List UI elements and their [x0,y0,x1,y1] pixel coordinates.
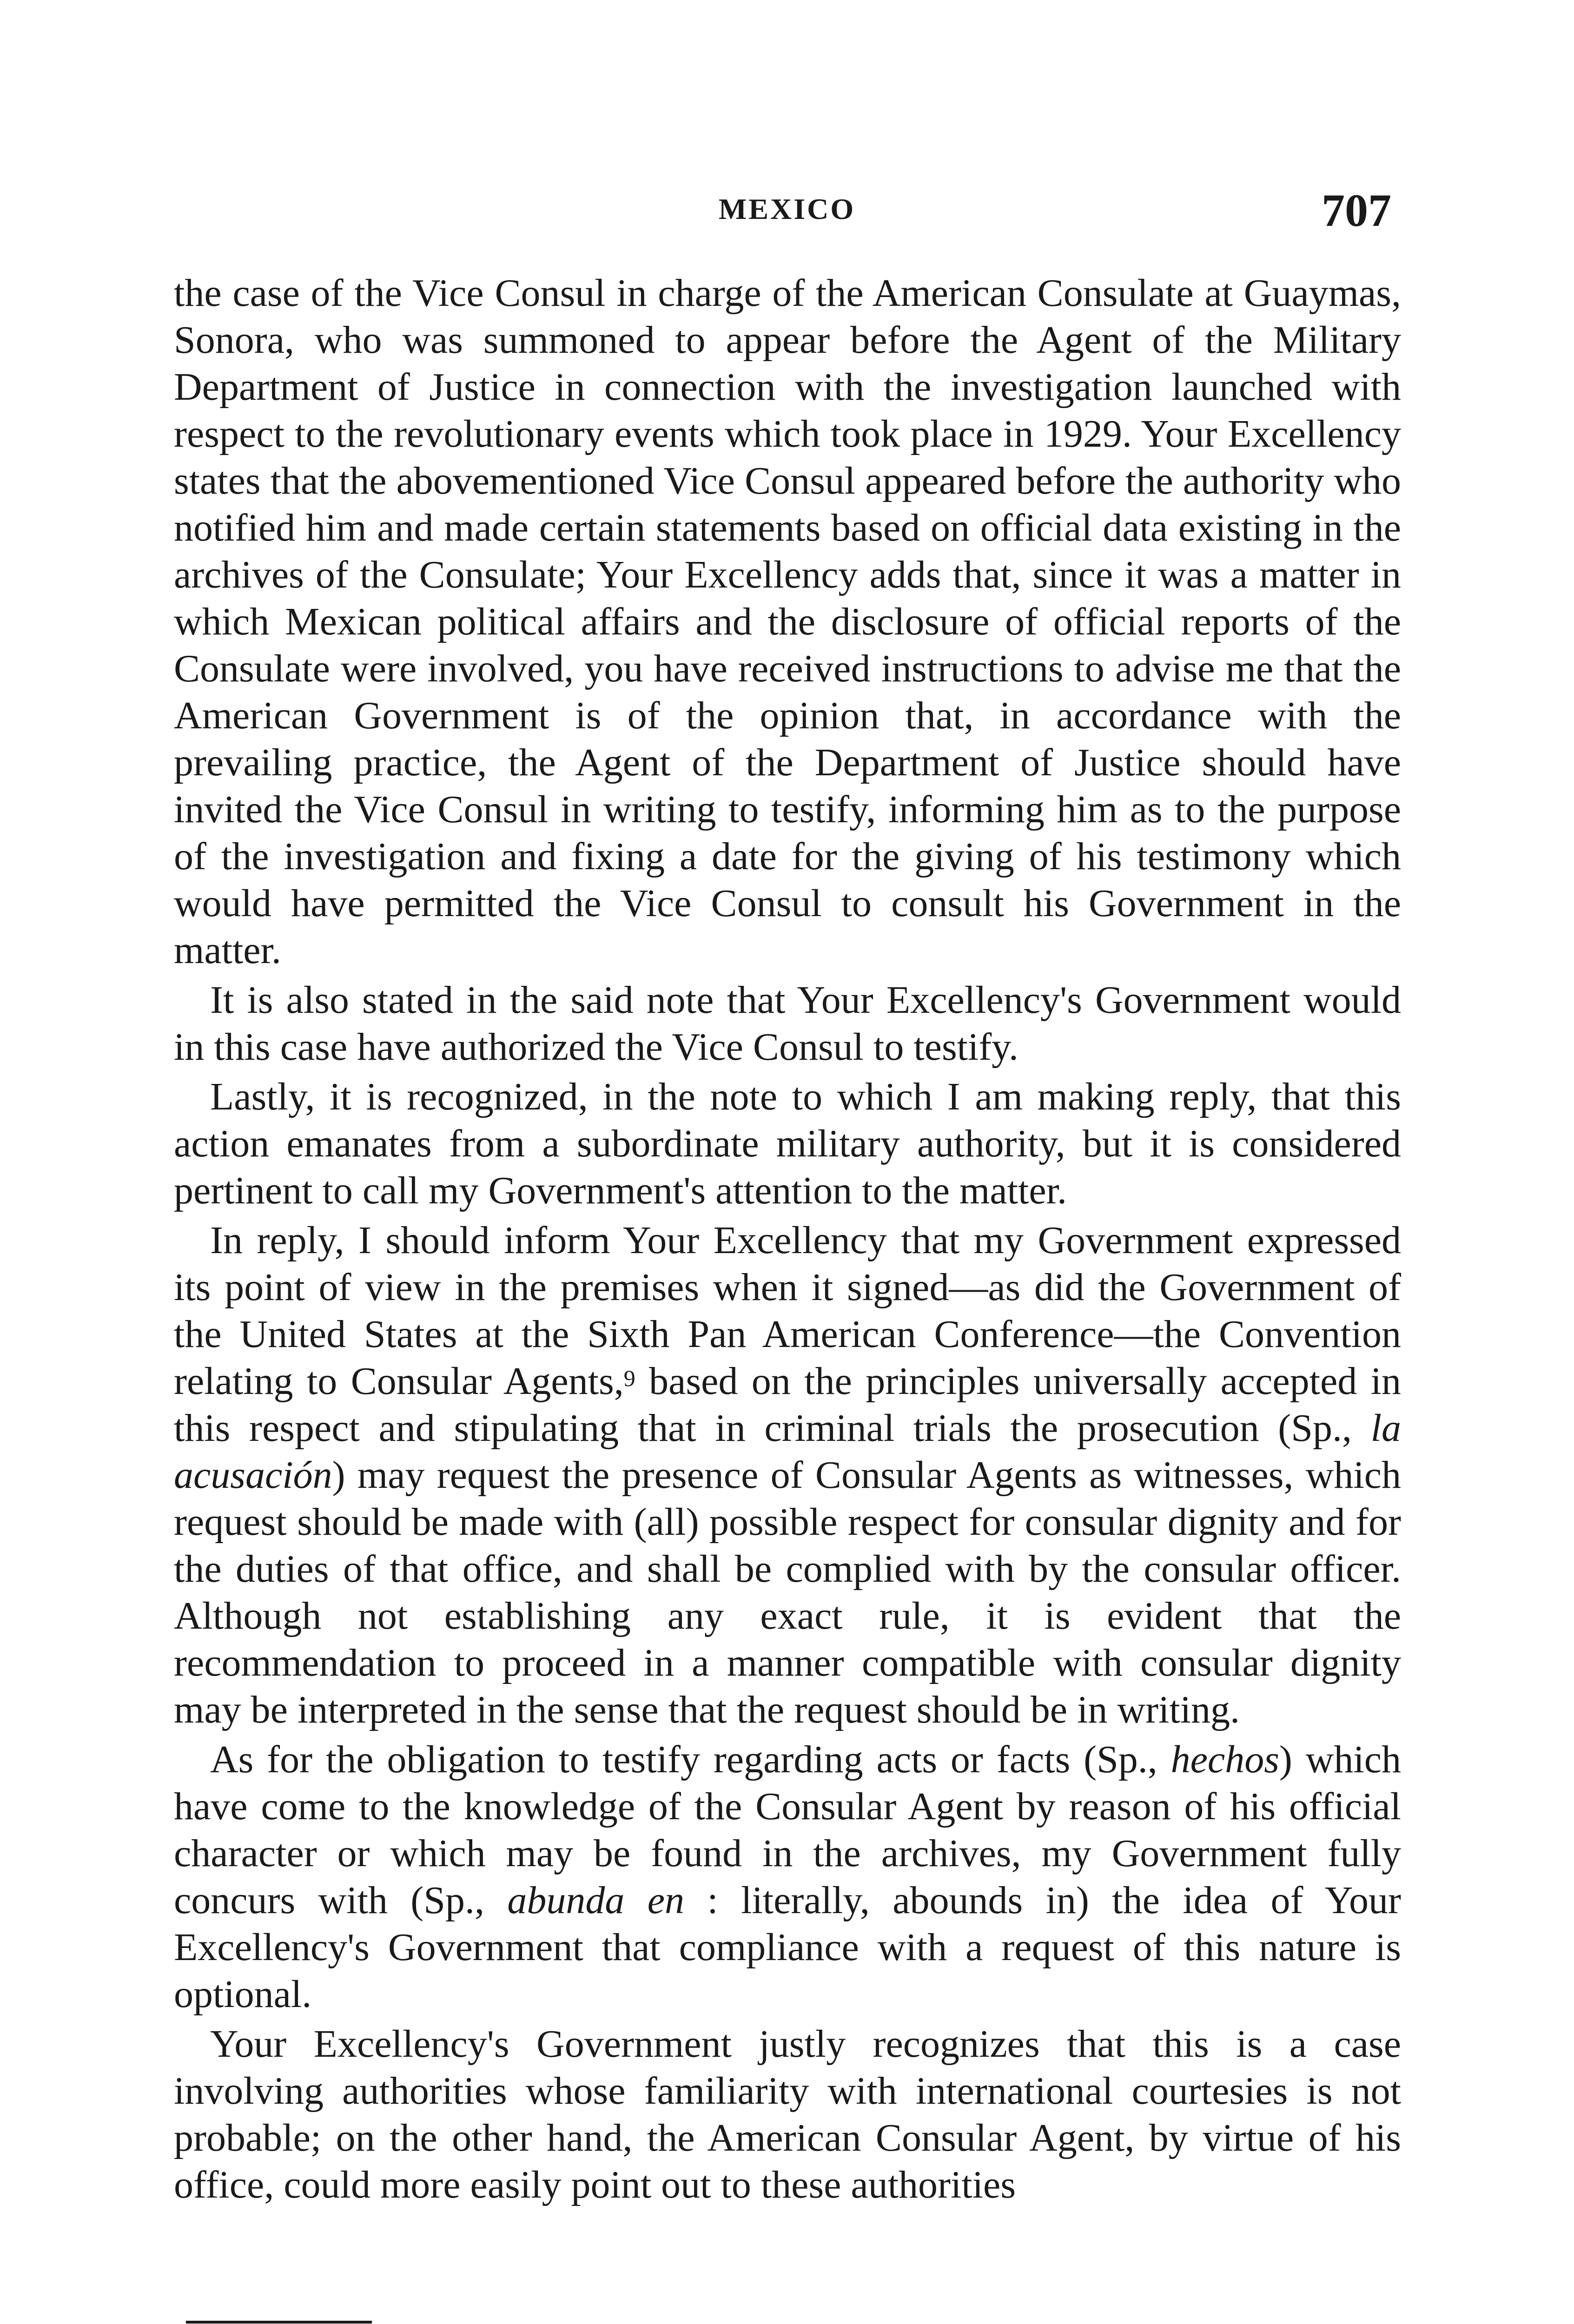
running-title: MEXICO [718,192,856,225]
body-text [174,270,1401,2208]
paragraph-4-text-b: based on the principles universally accepted in this respect and stipulating that in criminal trials the prosecution (Sp., [174,1360,1402,1450]
paragraph-1-text: the case of the Vice Consul in charge of the American Consulate at Guaymas, Sonora, who was summoned to appear before the Agent of the Military Department of Justice in connection with the investigation launched with respect to the revolutionary events which took place in 1929. Your Excellency states that the abovementioned Vice Consul appeared before the authority who notified him and made certain statements based on official data existing in the archives of the Consulate; Your Excellency adds that, since it was a matter in which Mexican political affairs and the disclosure of official reports of the Consulate were involved, you have received instructions to advise me that the American Government is of the opinion that, in accordance with the prevailing practice, the Agent of the Department of Justice should have invited the Vice Consul in writing to testify, informing him as to the purpose of the investigation and fixing a date for the giving of his testimony which would have permitted the Vice Consul to consult his Government in the matter. [174,271,1401,972]
paragraph-3 [174,1073,1401,1214]
paragraph-2 [174,977,1401,1070]
spanish-term-hechos: hechos [1171,1738,1279,1781]
paragraph-4 [174,1217,1401,1733]
paragraph-5-text-a: As for the obligation to testify regarding acts or facts (Sp., [210,1738,1171,1781]
paragraph-6-text: Your Excellency's Government justly recognizes that this is a case involving authorities whose familiarity with international courtesies is not probable; on the other hand, the American Consular Agent, by virtue of his office, could more easily point out to these authorities [174,2022,1401,2206]
footnote-divider [186,2321,372,2324]
paragraph-4-text-a: In reply, I should inform Your Excellency that my Government expressed its point of view in the premises when it signed—as did the Government of the United States at the Sixth Pan American Conference—the Convention relating to Consular Agents, [174,1219,1401,1403]
footnote-reference: 9 [623,1365,635,1391]
page-number: 707 [1322,185,1391,236]
paragraph-5-text-c: : literally, abounds in) the idea of Your Excellency's Government that compliance with a request of this nature is optional. [174,1879,1401,2016]
paragraph-4-text-c: ) may request the presence of Consular Agents as witnesses, which request should be made with (all) possible respect for consular dignity and for the duties of that office, and shall be complied with by the consular officer. Although not establishing any exact rule, it is evident that the recommendation to proceed in a manner compatible with consular dignity may be interpreted in the sense that the request should be in writing. [174,1453,1401,1731]
spanish-term-abunda-en: abunda en [507,1879,685,1922]
paragraph-5 [174,1736,1401,2018]
running-head [0,184,1574,239]
paragraph-1 [174,270,1401,974]
paragraph-3-text: Lastly, it is recognized, in the note to which I am making reply, that this action emanates from a subordinate military authority, but it is considered pertinent to call my Government's attention to the matter. [174,1075,1401,1212]
paragraph-2-text: It is also stated in the said note that Your Excellency's Government would in this case have authorized the Vice Consul to testify. [174,978,1401,1069]
paragraph-6 [174,2020,1401,2208]
spanish-term: la acusación [174,1406,1401,1497]
paragraph-5-text-b: ) which have come to the knowledge of the Consular Agent by reason of his official character or which may be found in the archives, my Government fully concurs with (Sp., [174,1738,1401,1922]
